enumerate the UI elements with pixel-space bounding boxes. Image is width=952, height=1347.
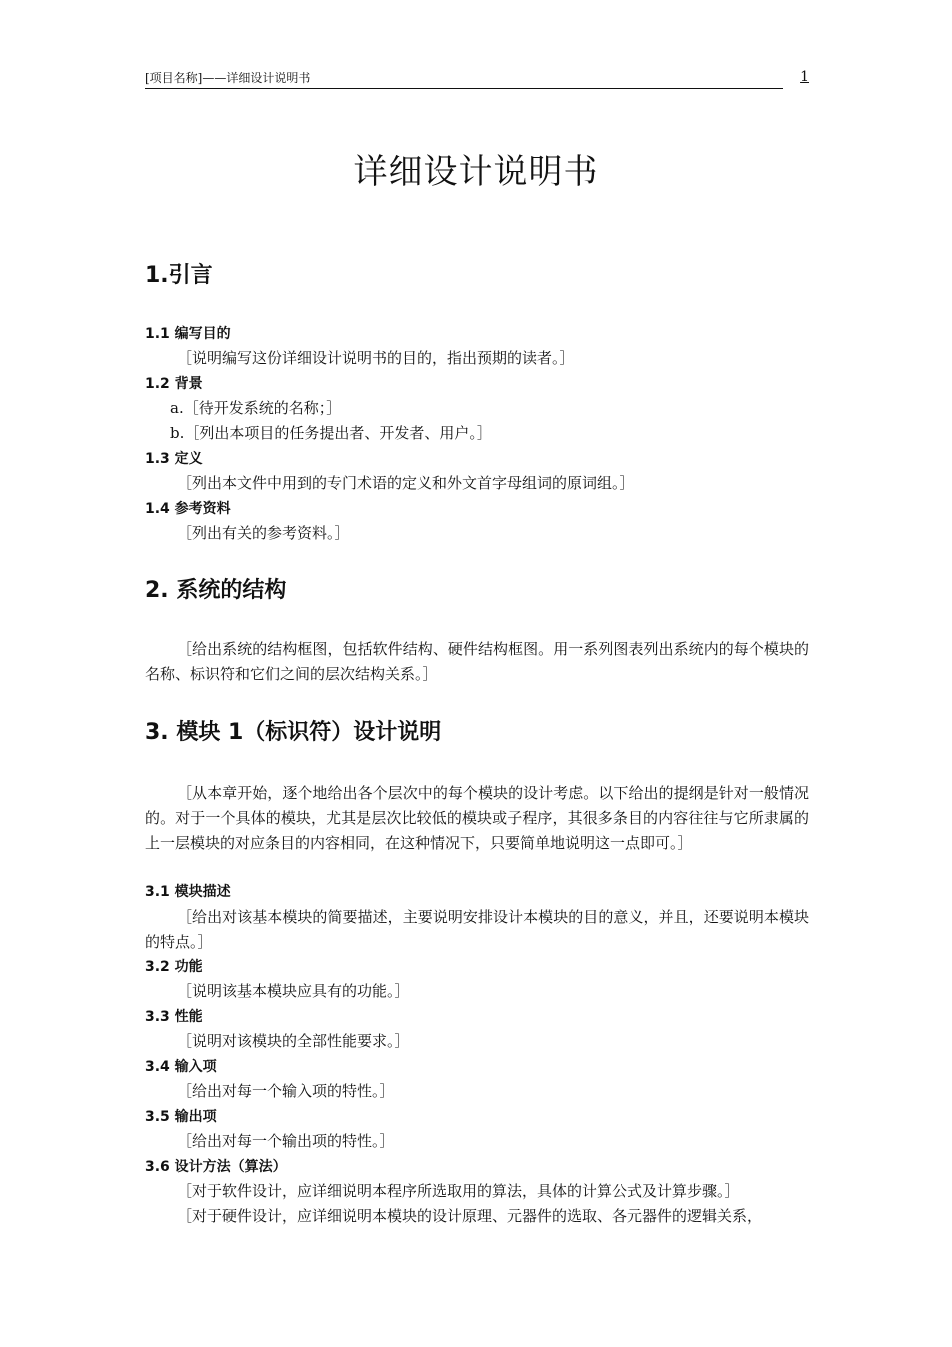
- section-3-heading: 3. 模块 1（标识符）设计说明: [145, 720, 442, 745]
- section-1-3-heading: 1.3 定义: [145, 451, 203, 467]
- page-number: 1: [800, 69, 809, 85]
- section-3-3-heading: 3.3 性能: [145, 1009, 203, 1025]
- header-title: [项目名称]——详细设计说明书: [145, 71, 311, 85]
- section-3-1-body: ［给出对该基本模块的简要描述，主要说明安排设计本模块的目的意义，并且，还要说明本模块的特点。］: [145, 908, 809, 951]
- section-3-2-heading: 3.2 功能: [145, 959, 203, 975]
- section-2-heading: 2. 系统的结构: [145, 578, 287, 603]
- section-2-body: ［给出系统的结构框图，包括软件结构、硬件结构框图。用一系列图表列出系统内的每个模块的名称、标识符和它们之间的层次结构关系。］: [145, 640, 809, 683]
- section-1-2-item-a: a.［待开发系统的名称；］: [170, 399, 342, 417]
- section-3-6-body-hardware: ［对于硬件设计，应详细说明本模块的设计原理、元器件的选取、各元器件的逻辑关系，: [177, 1207, 763, 1225]
- header-divider: [145, 88, 783, 89]
- section-3-5-body: ［给出对每一个输出项的特性。］: [177, 1132, 395, 1150]
- section-3-4-body: ［给出对每一个输入项的特性。］: [177, 1082, 395, 1100]
- section-1-2-heading: 1.2 背景: [145, 376, 203, 392]
- page-header: [145, 70, 809, 90]
- section-1-3-body: ［列出本文件中用到的专门术语的定义和外文首字母组词的原词组。］: [177, 474, 635, 492]
- section-3-5-heading: 3.5 输出项: [145, 1109, 217, 1125]
- section-1-heading: 1.引言: [145, 263, 213, 288]
- document-title: 详细设计说明书: [353, 152, 599, 192]
- section-1-1-body: ［说明编写这份详细设计说明书的目的，指出预期的读者。］: [177, 349, 575, 367]
- section-1-4-body: ［列出有关的参考资料。］: [177, 524, 350, 542]
- section-3-intro: ［从本章开始，逐个地给出各个层次中的每个模块的设计考虑。以下给出的提纲是针对一般情况的。对于一个具体的模块，尤其是层次比较低的模块或子程序，其很多条目的内容往往与它所隶属的上一层模块的对应条目的内容相同，在这种情况下，只要简单地说明这一点即可。］: [145, 784, 809, 852]
- section-3-6-heading: 3.6 设计方法（算法）: [145, 1159, 287, 1175]
- section-1-1-heading: 1.1 编写目的: [145, 326, 231, 342]
- section-3-3-body: ［说明对该模块的全部性能要求。］: [177, 1032, 410, 1050]
- section-3-6-body-software: ［对于软件设计，应详细说明本程序所选取用的算法，具体的计算公式及计算步骤。］: [177, 1182, 740, 1200]
- section-3-1-heading: 3.1 模块描述: [145, 884, 231, 900]
- section-1-4-heading: 1.4 参考资料: [145, 501, 231, 517]
- section-3-2-body: ［说明该基本模块应具有的功能。］: [177, 982, 410, 1000]
- section-3-4-heading: 3.4 输入项: [145, 1059, 217, 1075]
- section-1-2-item-b: b.［列出本项目的任务提出者、开发者、用户。］: [170, 424, 492, 442]
